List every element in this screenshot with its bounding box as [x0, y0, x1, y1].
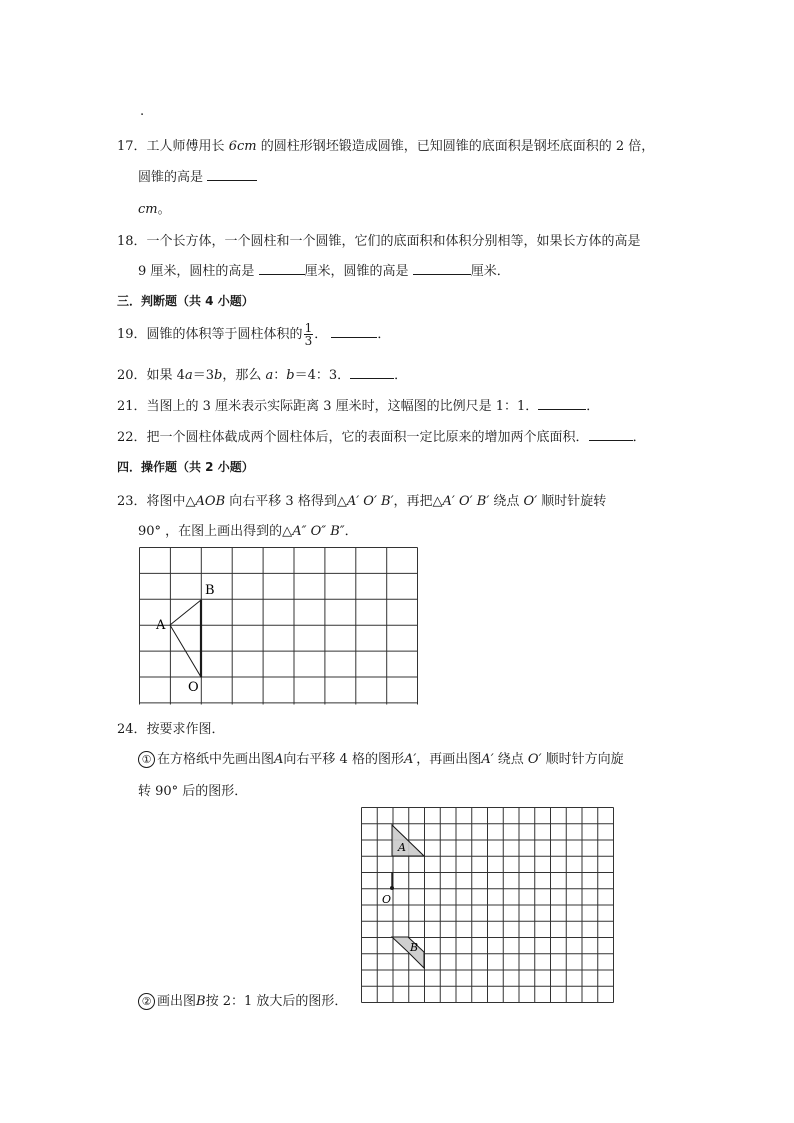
question-20: 20．如果 4a＝3b，那么 a：b＝4：3． ． — [117, 368, 408, 383]
shape-label-b: B — [410, 941, 419, 954]
answer-blank[interactable] — [538, 397, 586, 410]
step-number-2: ② — [138, 993, 155, 1010]
question-17-line2: 圆锥的高是 — [138, 166, 257, 185]
point-label-o: O — [382, 893, 392, 906]
center-o-point — [390, 886, 394, 890]
triangle-aob — [170, 600, 201, 677]
question-number: 24． — [117, 722, 147, 737]
section-heading-judgement: 三．判断题（共 4 小题） — [117, 294, 254, 308]
page-fragment: . — [140, 104, 145, 119]
question-24-step1-line1: ① 在方格纸中先画出图A向右平移 4 格的图形A′，再画出图A′ 绕点 O′ 顺时针方向旋 — [138, 748, 624, 768]
question-24-title: 24．按要求作图． — [117, 722, 225, 737]
shape-b-parallelogram — [392, 937, 424, 968]
answer-blank[interactable] — [259, 262, 305, 275]
question-18-line1: 18．一个长方体，一个圆柱和一个圆锥，它们的底面积和体积分别相等，如果长方体的高是 — [117, 234, 641, 249]
answer-blank[interactable] — [350, 366, 394, 379]
point-label-a: A — [156, 618, 166, 633]
question-number: 20． — [117, 368, 147, 383]
answer-blank[interactable] — [589, 428, 633, 441]
question-19: 19．圆锥的体积等于圆柱体积的 $\frac{1}{3}$ ． ． — [117, 321, 391, 348]
answer-blank[interactable] — [413, 262, 471, 275]
question-number: 23． — [117, 494, 147, 509]
question-23-line1: 23．将图中△AOB 向右平移 3 格得到△A′ O′ B′，再把△A′ O′ B′ 绕点 O′ 顺时针旋转 — [117, 494, 607, 509]
question-17-line3: cm。 — [138, 202, 171, 217]
question-18-line2: 9 厘米，圆柱的高是 厘米，圆锥的高是 厘米． — [138, 264, 510, 279]
question-number: 17． — [117, 139, 147, 154]
point-label-b: B — [205, 583, 215, 598]
shapes-a-b-grid — [361, 807, 614, 1003]
question-17-line1: 17．工人师傅用长 6cm 的圆柱形钢坯锻造成圆锥，已知圆锥的底面积是钢坯底面积的 2 倍， — [117, 139, 655, 154]
answer-blank[interactable] — [207, 168, 257, 181]
step-number-1: ① — [138, 751, 155, 768]
triangle-aob-grid — [139, 547, 418, 705]
question-24-step2: ② 画出图B按 2：1 放大后的图形． — [138, 990, 347, 1010]
point-label-o: O — [188, 680, 199, 695]
answer-blank[interactable] — [331, 325, 377, 338]
fraction-one-third: $\frac{1}{3}$ — [304, 321, 313, 348]
section-heading-operation: 四．操作题（共 2 小题） — [117, 460, 254, 474]
question-number: 22． — [117, 430, 147, 445]
question-number: 19． — [117, 327, 147, 342]
question-number: 18． — [117, 234, 147, 249]
question-22: 22．把一个圆柱体截成两个圆柱体后，它的表面积一定比原来的增加两个底面积． ． — [117, 430, 646, 445]
grid-lines — [140, 548, 418, 705]
question-24-step1-line2: 转 90° 后的图形． — [138, 784, 248, 799]
question-21: 21．当图上的 3 厘米表示实际距离 3 厘米时，这幅图的比例尺是 1：1． ． — [117, 399, 600, 414]
question-number: 21． — [117, 399, 147, 414]
question-23-line2: 90° ，在图上画出得到的△A″ O″ B″． — [138, 524, 358, 539]
shape-label-a: A — [398, 841, 406, 854]
